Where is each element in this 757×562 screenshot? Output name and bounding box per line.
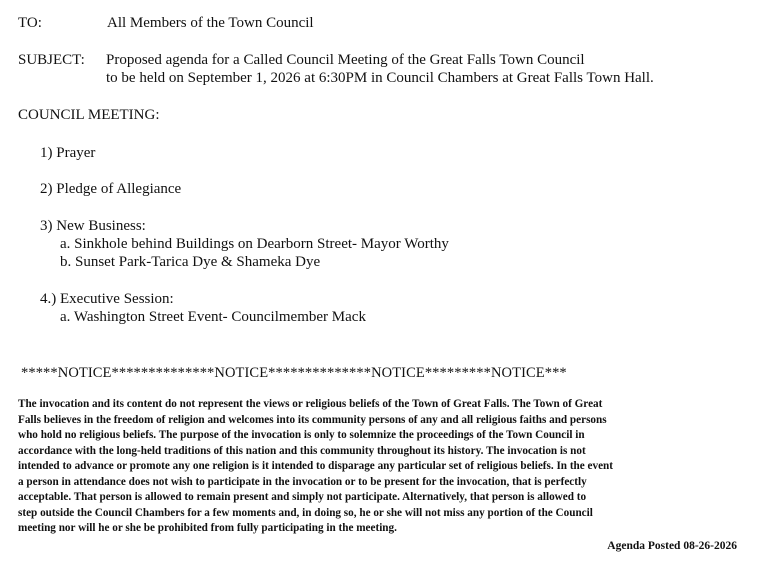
to-label: TO: [18, 15, 42, 31]
notice-line: The invocation and its content do not represent the views or religious beliefs of the Town of Great Falls. The Town of Great [18, 398, 603, 410]
subject-label: SUBJECT: [18, 52, 85, 68]
notice-line: a person in attendance does not wish to participate in the invocation or to be present for the invocation, that is perfectly [18, 475, 587, 488]
notice-line: step outside the Council Chambers for a few moments and, in doing so, he or she will not miss any portion of the Council [18, 506, 593, 519]
notice-line: who hold no religious beliefs. The purpose of the invocation is only to solemnize the proceedings of the Town Council in [18, 429, 585, 441]
to-recipients: All Members of the Town Council [107, 15, 314, 31]
notice-line: acceptable. That person is allowed to remain present and simply not participate. Alternatively, that person is allowed to [18, 491, 587, 503]
agenda-subitem-sunset-park: b. Sunset Park-Tarica Dye & Shameka Dye [60, 254, 321, 270]
agenda-item-prayer: 1) Prayer [40, 145, 96, 161]
agenda-item-pledge: 2) Pledge of Allegiance [40, 181, 182, 197]
agenda-subitem-sinkhole: a. Sinkhole behind Buildings on Dearborn Street- Mayor Worthy [60, 236, 449, 252]
notice-line: Falls believes in the freedom of religion and welcomes into its community persons of any and all religious faiths and persons [18, 413, 607, 426]
agenda-posted-date: Agenda Posted 08-26-2026 [607, 540, 737, 552]
notice-line: accordance with the long-held traditions of this nation and this community throughout its history. The invocation is not [18, 444, 586, 457]
subject-line-1: Proposed agenda for a Called Council Meeting of the Great Falls Town Council [106, 52, 585, 68]
agenda-item-new-business: 3) New Business: [40, 218, 146, 234]
notice-line: intended to advance or promote any one religion is it intended to disparage any particular set of religious beliefs. In the event [18, 460, 614, 472]
notice-line: meeting nor will he or she be prohibited from fully participating in the meeting. [18, 522, 397, 534]
agenda-item-executive-session: 4.) Executive Session: [40, 291, 174, 307]
agenda-subitem-washington-street: a. Washington Street Event- Councilmember Mack [60, 309, 366, 325]
subject-line-2: to be held on September 1, 2026 at 6:30PM in Council Chambers at Great Falls Town Hall. [106, 70, 654, 86]
section-title: COUNCIL MEETING: [18, 107, 160, 123]
invocation-notice [18, 397, 740, 537]
notice-banner: *****NOTICE**************NOTICE**************NOTICE*********NOTICE*** [21, 365, 567, 381]
